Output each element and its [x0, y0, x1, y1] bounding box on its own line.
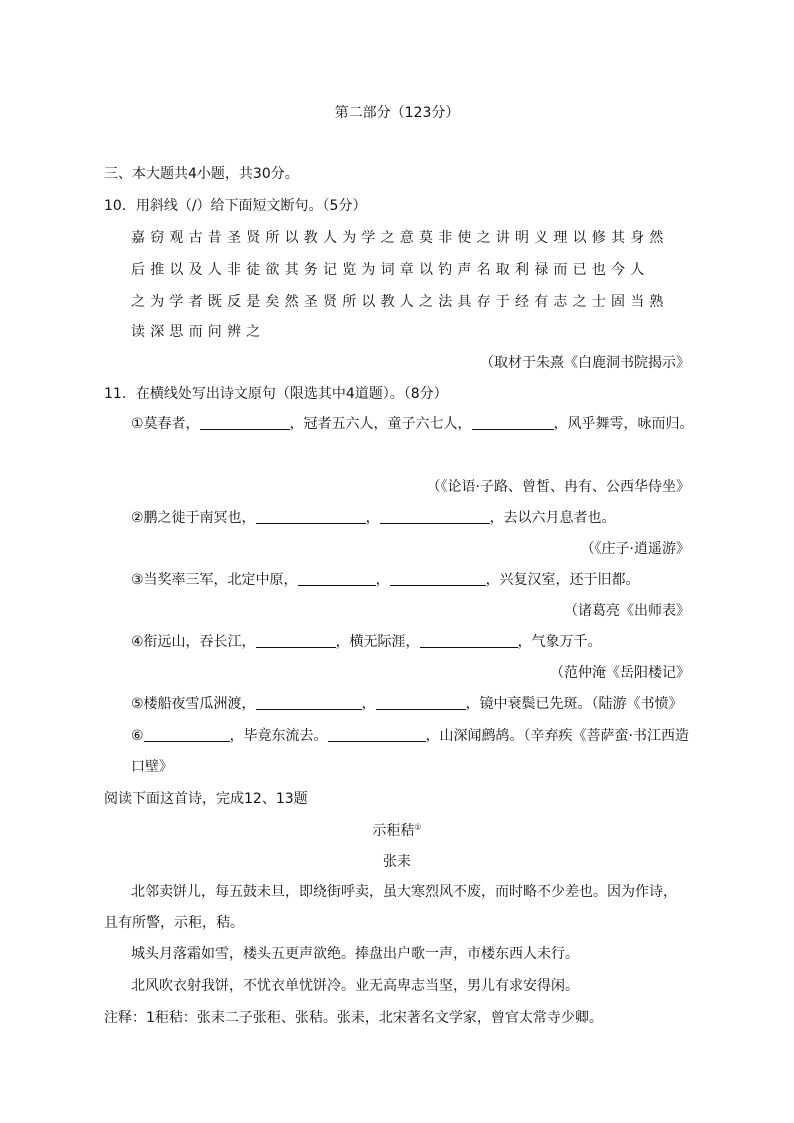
- q11-item-4: [131, 632, 602, 652]
- q11-item-3-text-c: ，兴复汉室，还于旧都。: [485, 572, 640, 588]
- q11-item-6-text-a: ⑥: [131, 728, 144, 744]
- q11-item-5: [131, 694, 683, 714]
- q11-item-3-source: （诸葛亮《出师表》: [564, 603, 690, 619]
- q10-passage-line: 之为学者既反是矣然圣贤所以教人之法具存于经有志之士固当熟: [131, 294, 669, 310]
- poem-title-text: 示秬秸: [372, 823, 415, 839]
- answer-blank[interactable]: [376, 695, 466, 710]
- q11-item-2: [131, 508, 616, 528]
- answer-blank[interactable]: [328, 727, 426, 742]
- q11-item-4-source: （范仲淹《岳阳楼记》: [550, 665, 690, 681]
- answer-blank[interactable]: [144, 727, 230, 742]
- q11-item-2-text-a: ②鹏之徙于南冥也，: [131, 510, 256, 526]
- poem-line: 北风吹衣射我饼，不忧衣单忧饼冷。业无高卑志当坚，男儿有求安得闲。: [131, 978, 579, 994]
- q11-item-5-text-b: ，: [361, 696, 376, 712]
- answer-blank[interactable]: [256, 509, 366, 524]
- q11-item-4-text-b: ，横无际涯，: [335, 634, 420, 650]
- q11-item-6-cont: 口壁》: [131, 759, 173, 775]
- q11-item-6: [131, 726, 689, 746]
- poem-line: 城头月落霜如雪，楼头五更声欲绝。捧盘出户歌一声，市楼东西人未行。: [131, 946, 579, 962]
- answer-blank[interactable]: [472, 415, 554, 430]
- q11-item-3: [131, 570, 640, 590]
- poem-preface-line: 北邻卖饼儿，每五鼓未旦，即绕街呼卖，虽大寒烈风不废，而时略不少差也。因为作诗，: [131, 884, 677, 900]
- q11-item-1-text-a: ①莫春者，: [131, 416, 200, 432]
- q10-passage-line: 后推以及人非徒欲其务记览为词章以钓声名取利禄而已也今人: [131, 262, 650, 278]
- answer-blank[interactable]: [298, 571, 376, 586]
- q11-item-1-source: （《论语·子路、曾皙、冉有、公西华侍坐》: [426, 479, 690, 495]
- part-title: 第二部分（123分）: [334, 105, 460, 121]
- q11-item-6-text-b: ，毕竟东流去。: [229, 728, 328, 744]
- answer-blank[interactable]: [200, 415, 290, 430]
- q11-stem: 11．在横线处写出诗文原句（限选其中4道题）。（8分）: [104, 386, 448, 402]
- q11-item-1-text-b: ，冠者五六人，童子六七人，: [289, 416, 472, 432]
- poem-author: 张耒: [383, 854, 411, 870]
- q11-item-1-text-c: ，风乎舞雩，咏而归。: [553, 416, 694, 432]
- q11-item-6-text-c: ，山深闻鹧鸪。（辛弃疾《菩萨蛮·书江西造: [425, 728, 690, 744]
- q11-item-4-text-c: ，气象万千。: [517, 634, 602, 650]
- q10-passage-line: 读深思而问辨之: [131, 324, 266, 340]
- section-heading: 三、本大题共4小题，共30分。: [104, 166, 299, 182]
- q11-item-4-text-a: ④衔远山，吞长江，: [131, 634, 256, 650]
- answer-blank[interactable]: [420, 633, 518, 648]
- poem-note: 注释：1秬秸：张耒二子张秬、张秸。张耒，北宋著名文学家，曾官太常寺少卿。: [104, 1010, 603, 1026]
- q11-item-5-text-c: ，镜中衰鬓已先斑。（陆游《书愤》: [465, 696, 683, 712]
- q11-item-1: [131, 414, 694, 434]
- answer-blank[interactable]: [390, 571, 486, 586]
- q10-source: （取材于朱熹《白鹿洞书院揭示》: [480, 355, 690, 371]
- answer-blank[interactable]: [256, 633, 336, 648]
- q11-item-3-text-a: ③当奖率三军，北定中原，: [131, 572, 298, 588]
- answer-blank[interactable]: [256, 695, 362, 710]
- q11-item-2-text-c: ，去以六月息者也。: [489, 510, 616, 526]
- poem-preface-line: 且有所警，示秬，秸。: [104, 915, 244, 931]
- q11-item-2-source: （《庄子·逍遥游》: [580, 541, 690, 557]
- answer-blank[interactable]: [380, 509, 490, 524]
- q11-item-2-text-b: ，: [365, 510, 380, 526]
- reading-intro: 阅读下面这首诗，完成12、13题: [104, 791, 308, 807]
- q11-item-5-text-a: ⑤楼船夜雪瓜洲渡，: [131, 696, 256, 712]
- note-mark: ①: [414, 822, 422, 832]
- poem-title: [0, 821, 794, 841]
- q11-item-3-text-b: ，: [375, 572, 390, 588]
- q10-stem: 10．用斜线（/）给下面短文断句。（5分）: [104, 198, 367, 214]
- q10-passage-line: 嘉窃观古昔圣贤所以教人为学之意莫非使之讲明义理以修其身然: [131, 230, 669, 246]
